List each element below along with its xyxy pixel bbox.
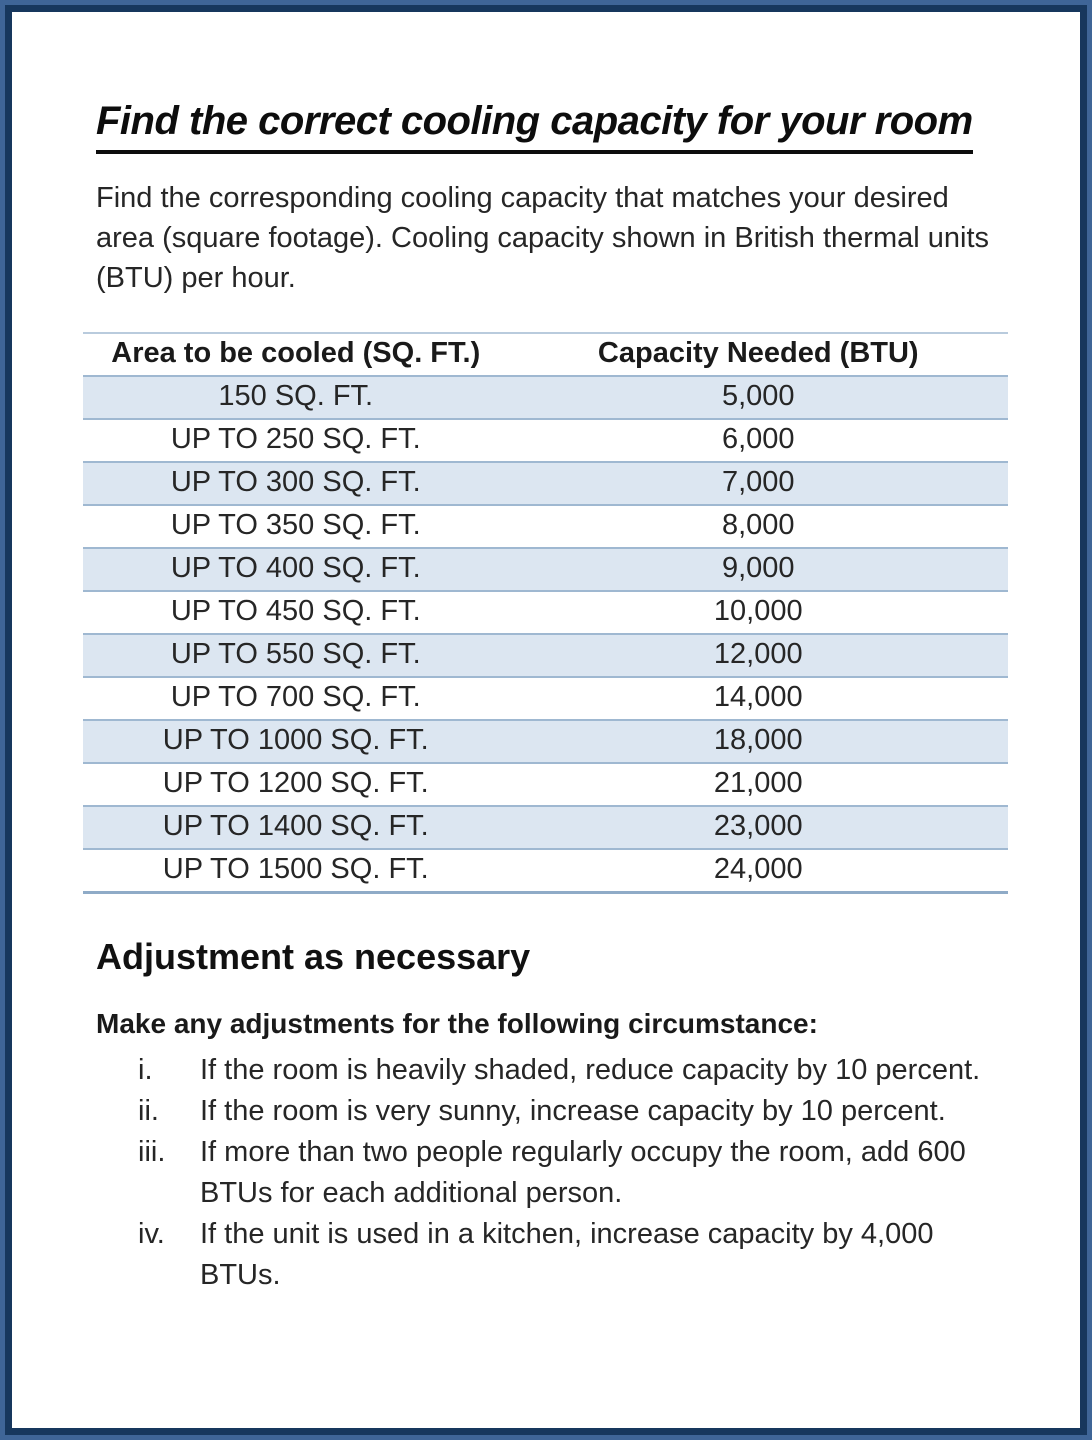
list-item-number: ii. [138, 1095, 159, 1127]
table-header-row [83, 333, 1008, 376]
cell-capacity: 5,000 [509, 376, 1009, 419]
cell-capacity: 12,000 [509, 634, 1009, 677]
table-row [83, 591, 1008, 634]
table-row [83, 763, 1008, 806]
cell-area: UP TO 550 SQ. FT. [83, 634, 509, 677]
cell-capacity: 9,000 [509, 548, 1009, 591]
cell-area: UP TO 250 SQ. FT. [83, 419, 509, 462]
cooling-capacity-table [83, 332, 1008, 894]
cell-capacity: 24,000 [509, 849, 1009, 893]
table-row [83, 419, 1008, 462]
cell-capacity: 8,000 [509, 505, 1009, 548]
list-item-text: If more than two people regularly occupy the room, add 600 BTUs for each additional person. [200, 1136, 966, 1209]
table-row [83, 376, 1008, 419]
cell-area: UP TO 400 SQ. FT. [83, 548, 509, 591]
cell-capacity: 14,000 [509, 677, 1009, 720]
column-header-area: Area to be cooled (SQ. FT.) [83, 333, 509, 376]
list-item-text: If the unit is used in a kitchen, increase capacity by 4,000 BTUs. [200, 1218, 934, 1291]
list-item-number: iii. [138, 1136, 166, 1168]
table-row [83, 720, 1008, 763]
cell-capacity: 18,000 [509, 720, 1009, 763]
cell-capacity: 7,000 [509, 462, 1009, 505]
cell-area: 150 SQ. FT. [83, 376, 509, 419]
table-row [83, 677, 1008, 720]
cell-area: UP TO 1200 SQ. FT. [83, 763, 509, 806]
cell-area: UP TO 1500 SQ. FT. [83, 849, 509, 893]
cell-area: UP TO 1400 SQ. FT. [83, 806, 509, 849]
page-title-text: Find the correct cooling capacity for your room [96, 99, 973, 154]
table-row [83, 462, 1008, 505]
cell-area: UP TO 300 SQ. FT. [83, 462, 509, 505]
table-row [83, 849, 1008, 893]
list-item-number: iv. [138, 1218, 165, 1250]
table-row [83, 634, 1008, 677]
cell-area: UP TO 450 SQ. FT. [83, 591, 509, 634]
cell-capacity: 23,000 [509, 806, 1009, 849]
section-title-adjustment: Adjustment as necessary [96, 936, 531, 977]
list-item-number: i. [138, 1054, 153, 1086]
list-item [96, 1091, 996, 1132]
list-item [96, 1050, 996, 1091]
intro-paragraph: Find the corresponding cooling capacity that matches your desired area (square footage). Cooling capacity shown in British thermal units (BTU) per hour. [96, 182, 990, 294]
page-frame-inner [5, 5, 1087, 1435]
table-row [83, 505, 1008, 548]
list-item-text: If the room is heavily shaded, reduce capacity by 10 percent. [200, 1054, 981, 1086]
page-title [96, 98, 996, 144]
cell-area: UP TO 700 SQ. FT. [83, 677, 509, 720]
cell-area: UP TO 350 SQ. FT. [83, 505, 509, 548]
cell-capacity: 21,000 [509, 763, 1009, 806]
list-item [96, 1132, 996, 1214]
column-header-capacity: Capacity Needed (BTU) [509, 333, 1009, 376]
table-row [83, 806, 1008, 849]
cell-capacity: 10,000 [509, 591, 1009, 634]
adjustments-intro: Make any adjustments for the following circumstance: [96, 1008, 818, 1039]
cell-area: UP TO 1000 SQ. FT. [83, 720, 509, 763]
list-item-text: If the room is very sunny, increase capacity by 10 percent. [200, 1095, 946, 1127]
table-row [83, 548, 1008, 591]
list-item [96, 1214, 996, 1296]
adjustments-list [96, 1050, 996, 1296]
cell-capacity: 6,000 [509, 419, 1009, 462]
